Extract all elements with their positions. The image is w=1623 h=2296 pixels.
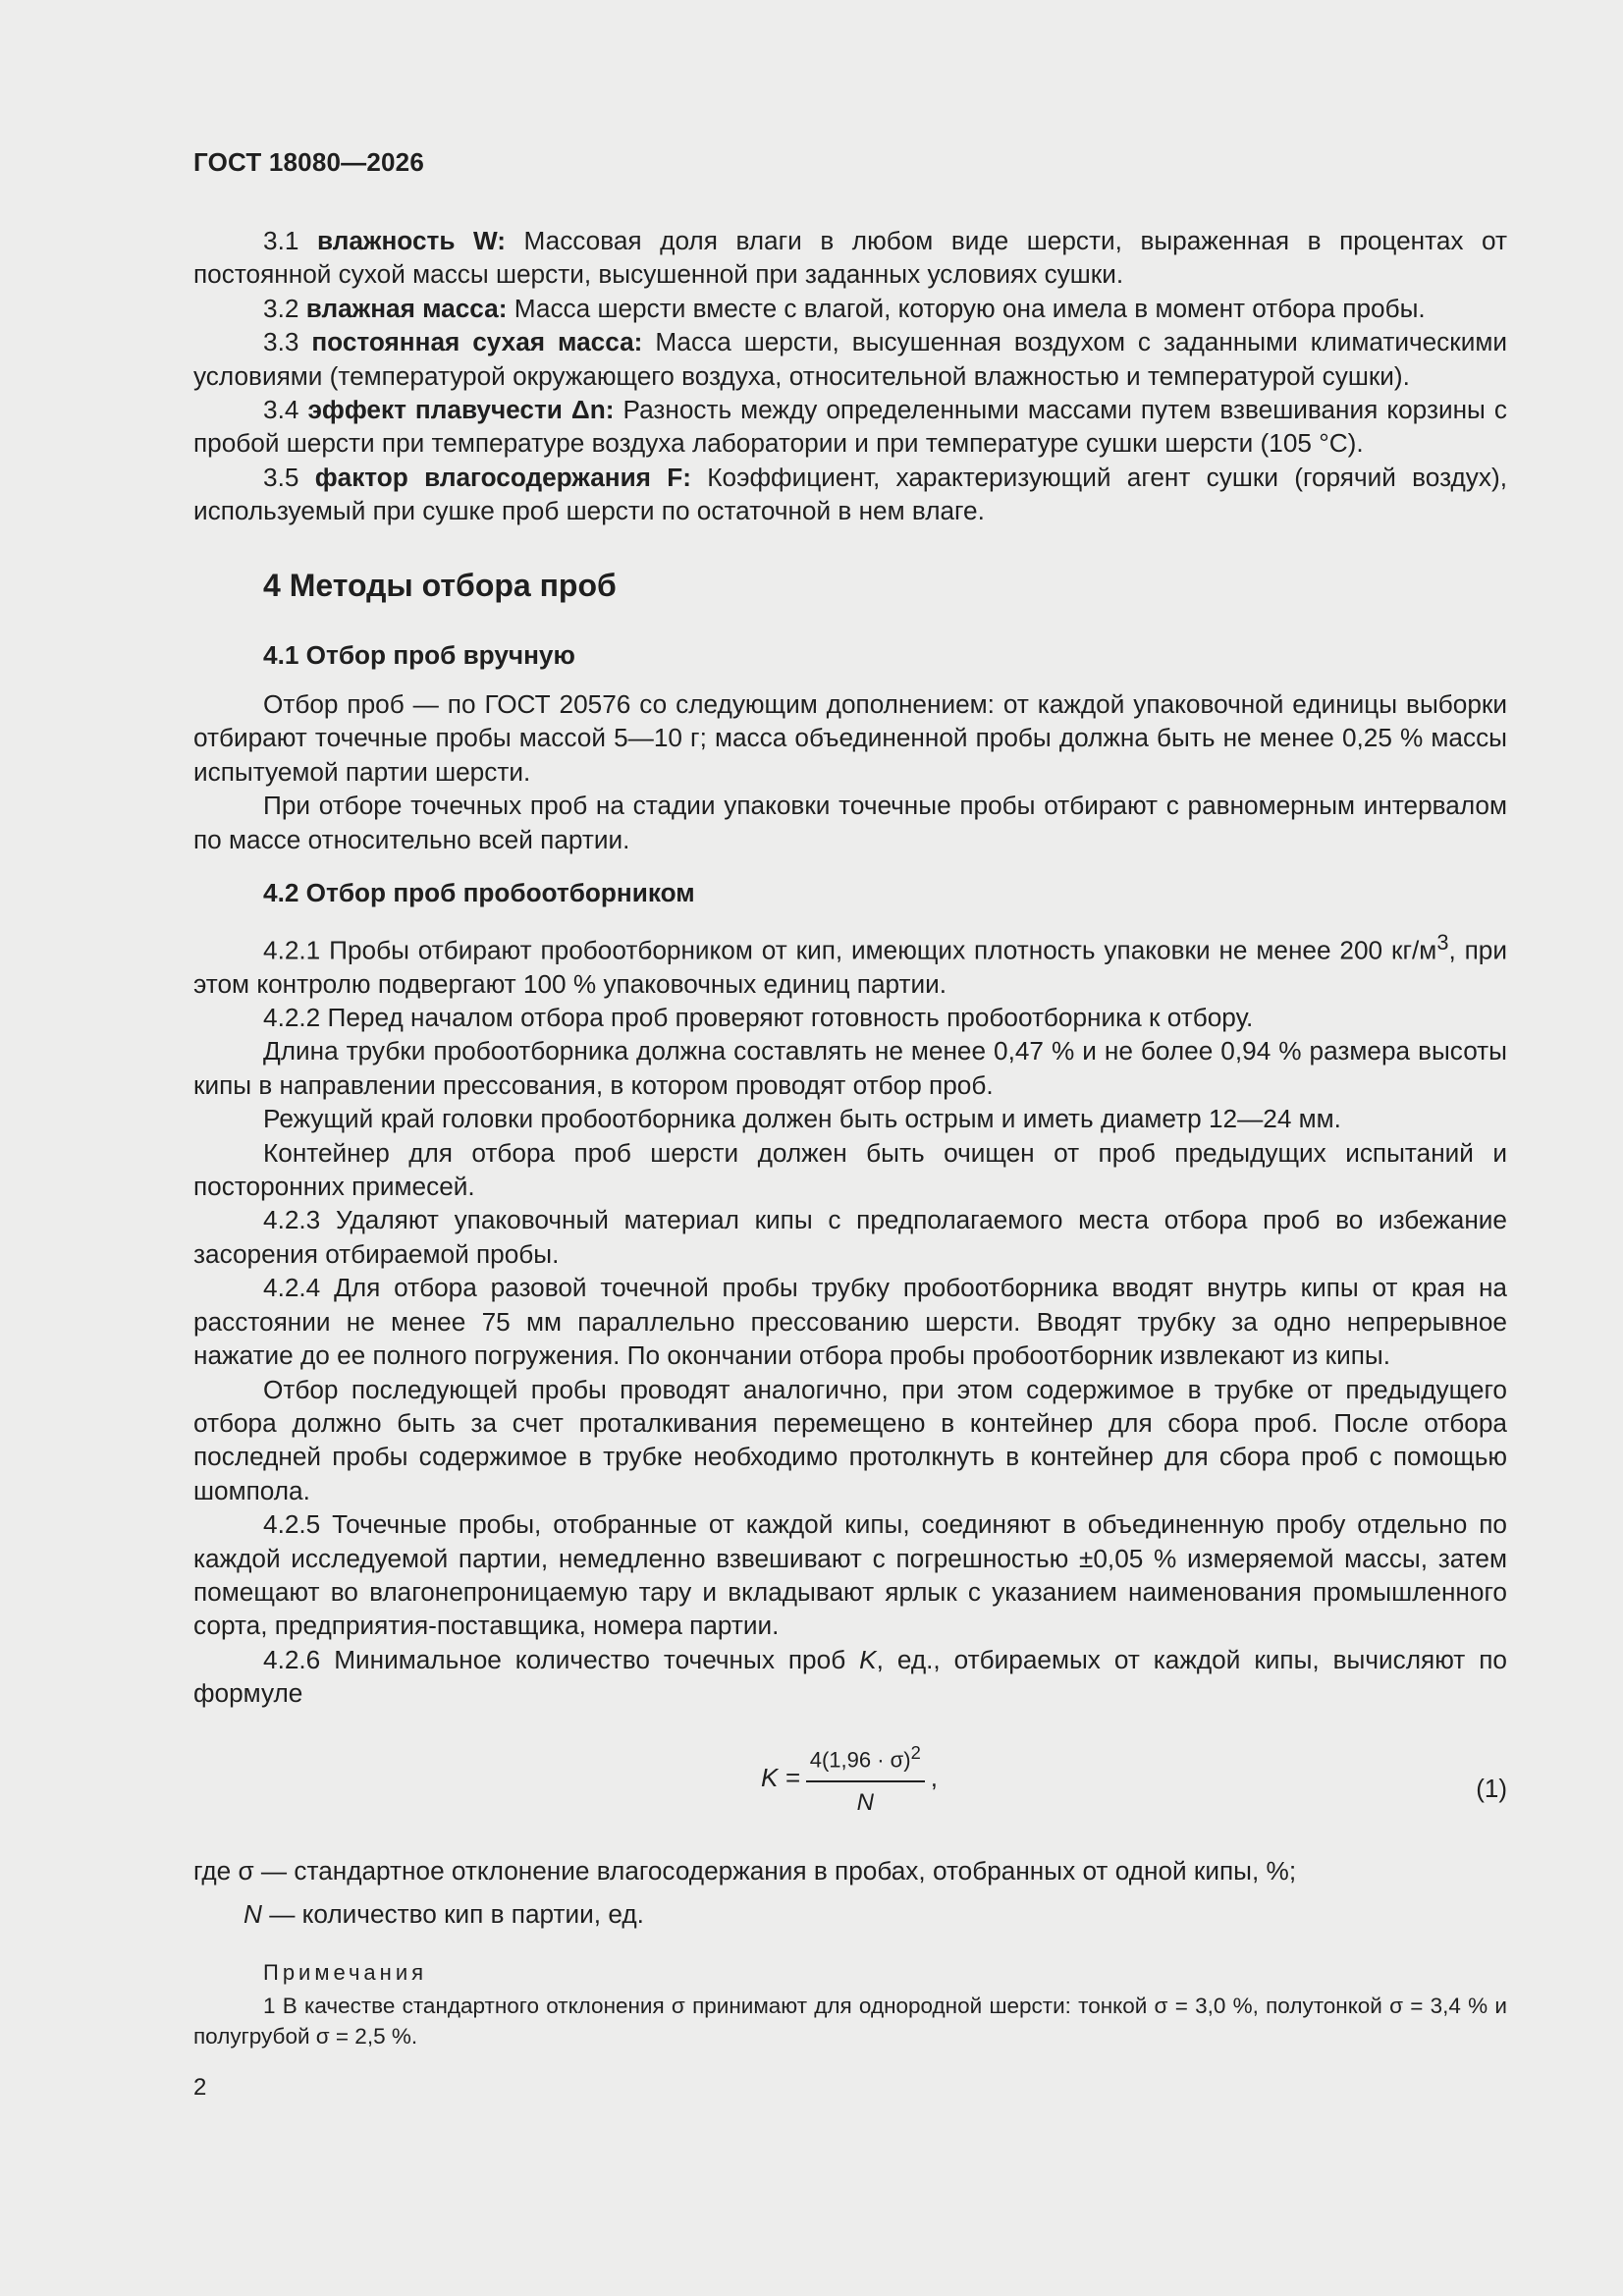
variable-n: N <box>243 1898 262 1929</box>
definition-3-5 <box>193 461 1507 528</box>
formula-trail: , <box>930 1763 939 1793</box>
definition-text: Масса шерсти вместе с влагой, которую она имела в момент отбора пробы. <box>514 293 1426 323</box>
paragraph-4-2-4: 4.2.4 Для отбора разовой точечной пробы трубку пробоотборника вводят внутрь кипы от края на расстоянии не менее 75 мм параллельно прессованию шерсти. Вводят трубку за одно непрерывное нажатие до ее полного погружения. По окончании отбора пробы пробоотборник извлекают из кипы. <box>193 1273 1507 1371</box>
definition-3-3 <box>193 325 1507 393</box>
document-body <box>193 224 1507 2051</box>
where-line-2 <box>193 1897 1507 1931</box>
paragraph-4-2-2-b: Длина трубки пробоотборника должна составлять не менее 0,47 % и не более 0,94 % размера высоты кипы в направлении прессования, в котором проводят отбор проб. <box>193 1036 1507 1100</box>
paragraph-4-2-5: 4.2.5 Точечные пробы, отобранные от каждой кипы, соединяют в объединенную пробу отдельно по каждой исследуемой партии, немедленно взвешивают с погрешностью ±0,05 % измеряемой массы, затем помещают во влагонепроницаемую тару и вкладывают ярлык с указанием наименования промышленного сорта, предприятия-поставщика, номера партии. <box>193 1509 1507 1641</box>
paragraph-4-2-6 <box>193 1643 1507 1711</box>
definition-3-1 <box>193 224 1507 292</box>
paragraph-text: , ед., отбираемых от каждой кипы, вычисляют по формуле <box>193 1644 1507 1709</box>
document-header: ГОСТ 18080—2026 <box>193 147 424 177</box>
paragraph-4-2-4-b: Отбор последующей пробы проводят аналогично, при этом содержимое в трубке от предыдущего отбора должно быть за счет проталкивания перемещено в контейнер для сбора проб. После отбора последней пробы содержимое в трубке необходимо протолкнуть в контейнер для сбора проб с помощью шомпола. <box>193 1374 1507 1505</box>
formula-block <box>193 1726 1507 1836</box>
definition-number: 3.2 <box>263 293 299 323</box>
paragraph-4-2-2: 4.2.2 Перед началом отбора проб проверяют готовность пробоотборника к отбору. <box>263 1003 1254 1033</box>
definition-term: эффект плавучести Δn: <box>307 395 615 425</box>
paragraph-4-1-a: Отбор проб — по ГОСТ 20576 со следующим дополнением: от каждой упаковочной единицы выборки отбирают точечные пробы массой 5—10 г; масса объединенной пробы должна быть не менее 0,25 % массы испытуемой партии шерсти. <box>193 689 1507 787</box>
paragraph-4-2-1 <box>193 926 1507 1002</box>
definition-term: влажность W: <box>316 226 506 255</box>
definition-text: Разность между определенными массами путем взвешивания корзины с пробой шерсти при температуре воздуха лаборатории и при температуре сушки шерсти (105 °С). <box>193 395 1507 459</box>
definition-term: влажная масса: <box>305 293 508 323</box>
definition-term: фактор влагосодержания F: <box>314 462 691 492</box>
section-4-heading: 4 Методы отбора проб <box>263 567 617 603</box>
paragraph-4-2-3: 4.2.3 Удаляют упаковочный материал кипы с предполагаемого места отбора проб во избежание засорения отбираемой пробы. <box>193 1205 1507 1269</box>
paragraph-text: 4.2.6 Минимальное количество точечных проб <box>263 1644 860 1674</box>
definition-text: Коэффициент, характеризующий агент сушки (горячий воздух), используемый при сушке проб шерсти по остаточной в нем влаге. <box>193 462 1507 526</box>
paragraph-4-2-2-d: Контейнер для отбора проб шерсти должен быть очищен от проб предыдущих испытаний и посторонних примесей. <box>193 1137 1507 1202</box>
formula-numerator <box>806 1736 925 1783</box>
where-line-1: где σ — стандартное отклонение влагосодержания в пробах, отобранных от одной кипы, %; <box>193 1855 1297 1886</box>
definition-number: 3.5 <box>263 462 299 492</box>
variable-k: K <box>859 1644 877 1674</box>
paragraph-text: 4.2.1 Пробы отбирают пробоотборником от кип, имеющих плотность упаковки не менее 200 кг/м <box>263 935 1437 965</box>
definition-number: 3.4 <box>263 395 299 425</box>
where-text: — количество кип в партии, ед. <box>261 1898 644 1929</box>
formula-number: (1) <box>1476 1773 1507 1803</box>
note-1: 1 В качестве стандартного отклонения σ принимают для однородной шерсти: тонкой σ = 3,0 %, полутонкой σ = 3,4 % и полугрубой σ = 2,5 %. <box>193 1993 1507 2049</box>
formula <box>761 1736 938 1821</box>
paragraph-4-1-b: При отборе точечных проб на стадии упаковки точечные пробы отбирают с равномерным интервалом по массе относительно всей партии. <box>193 791 1507 854</box>
definition-3-2 <box>193 292 1507 325</box>
definition-text: Массовая доля влаги в любом виде шерсти, выраженная в процентах от постоянной сухой массы шерсти, высушенной при заданных условиях сушки. <box>193 226 1508 290</box>
numerator-exponent: 2 <box>910 1741 921 1763</box>
subsection-4-1-heading: 4.1 Отбор проб вручную <box>263 639 575 670</box>
formula-denominator: N <box>856 1789 874 1817</box>
formula-fraction <box>806 1736 925 1821</box>
paragraph-text: , при этом контролю подвергают 100 % упаковочных единиц партии. <box>193 935 1507 999</box>
paragraph-4-2-2-c: Режущий край головки пробоотборника должен быть острым и иметь диаметр 12—24 мм. <box>263 1104 1341 1134</box>
formula-lhs: K = <box>761 1763 800 1793</box>
definition-number: 3.3 <box>263 327 299 357</box>
definition-term: постоянная сухая масса: <box>311 327 643 357</box>
definition-3-4 <box>193 393 1507 461</box>
notes-title: Примечания <box>263 1960 428 1986</box>
definition-number: 3.1 <box>263 226 299 255</box>
subsection-4-2-heading: 4.2 Отбор проб пробоотборником <box>263 878 695 908</box>
superscript: 3 <box>1436 929 1449 955</box>
definition-text: Масса шерсти, высушенная воздухом с заданными климатическими условиями (температурой окружающего воздуха, относительной влажностью и температурой сушки). <box>193 327 1507 391</box>
page-number: 2 <box>193 2074 207 2101</box>
numerator-text: 4(1,96 · σ) <box>809 1746 911 1772</box>
